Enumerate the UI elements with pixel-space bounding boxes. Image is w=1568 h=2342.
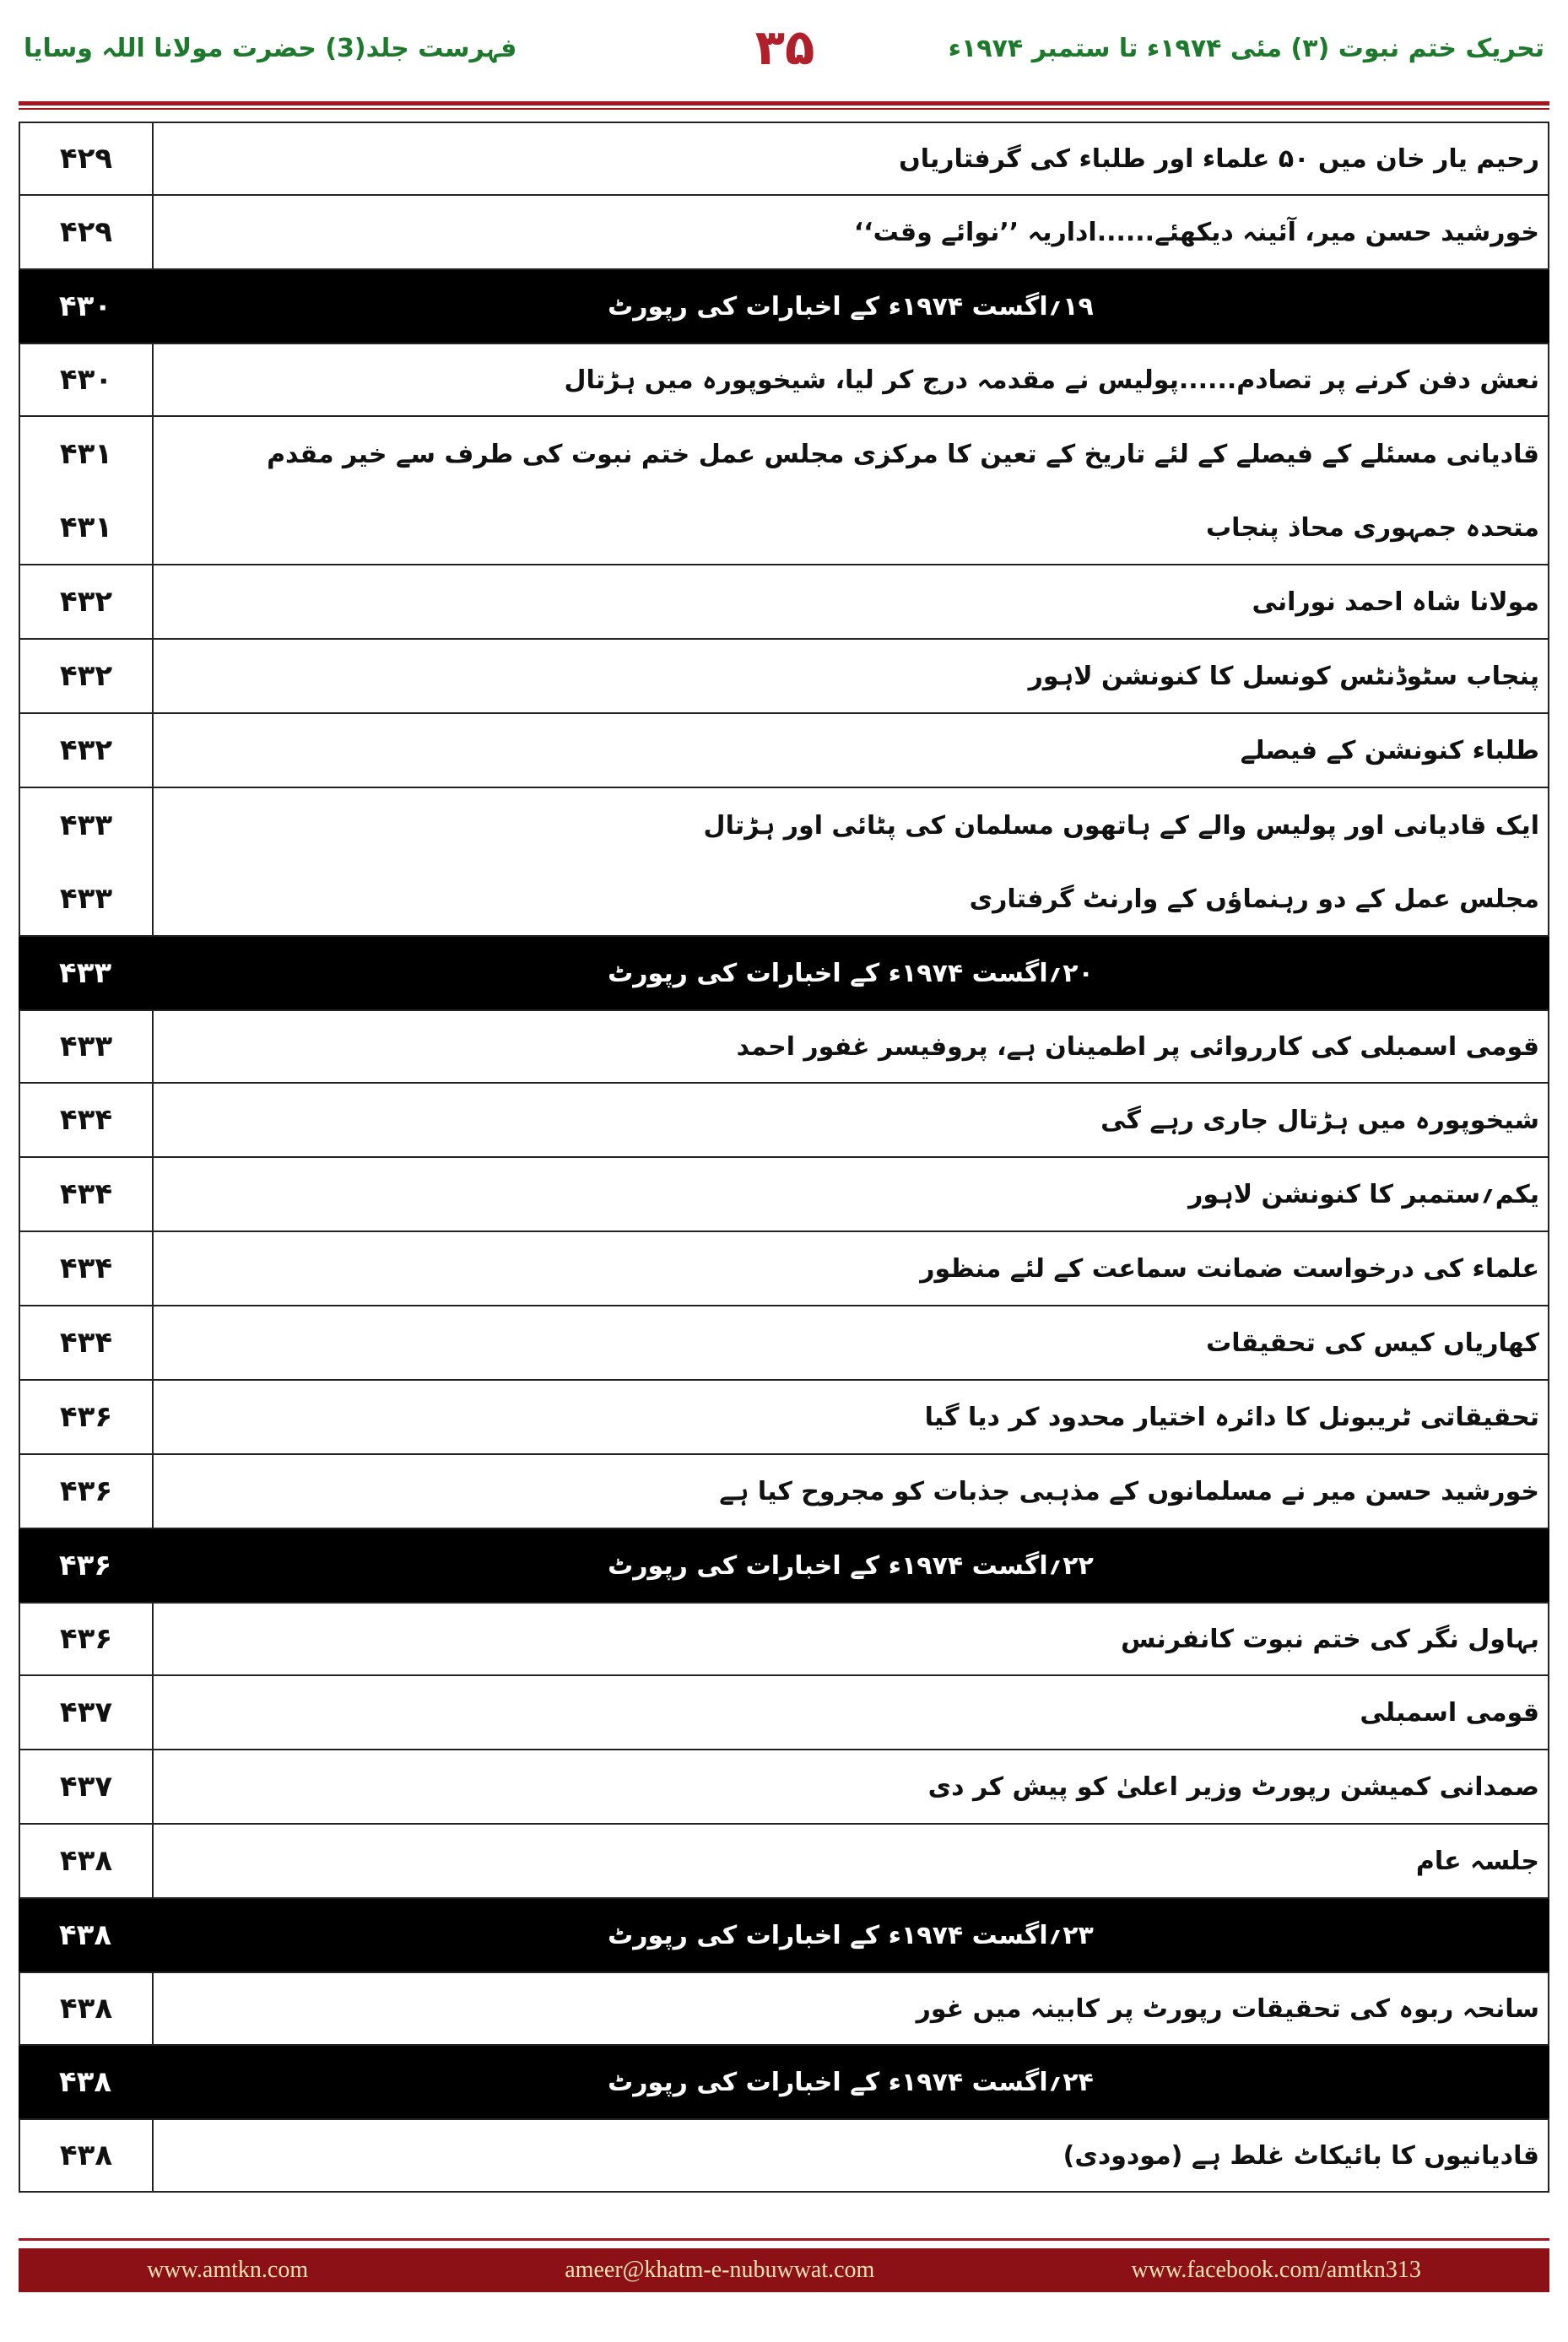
toc-entry-row (19, 343, 1549, 417)
entry-title: جلسہ عام (1415, 1846, 1539, 1876)
toc-entry-row (19, 1602, 1549, 1676)
entry-title: بہاول نگر کی ختم نبوت کانفرنس (1121, 1624, 1539, 1654)
entry-title: کھاریاں کیس کی تحقیقات (1206, 1328, 1539, 1358)
toc-entry-row (19, 417, 1549, 491)
entry-page-number: ۴۲۹ (20, 123, 154, 194)
entry-page-number: ۴۳۲ (20, 640, 154, 712)
entry-page-number: ۴۳۲ (20, 714, 154, 787)
entry-title: خورشید حسن میر نے مسلمانوں کے مذہبی جذبات کو مجروح کیا ہے (719, 1476, 1539, 1506)
entry-title: قومی اسمبلی کی کارروائی پر اطمینان ہے، پروفیسر غفور احمد (736, 1031, 1539, 1062)
entry-page-number: ۴۳۰ (20, 344, 154, 415)
toc-entry-row (19, 491, 1549, 565)
section-header-row (19, 1529, 1549, 1602)
section-title: ۲۴؍اگست ۱۹۷۴ء کے اخبارات کی رپورٹ (608, 2067, 1094, 2097)
toc-entry-row (19, 1158, 1549, 1232)
entry-page-number: ۴۳۴ (20, 1158, 154, 1230)
entry-title: مجلس عمل کے دو رہنماؤں کے وارنٹ گرفتاری (969, 884, 1539, 914)
toc-entry-row (19, 640, 1549, 714)
entry-page-number: ۴۲۹ (20, 196, 154, 268)
entry-title: پنجاب سٹوڈنٹس کونسل کا کنونشن لاہور (1028, 661, 1539, 691)
toc-entry-row (19, 863, 1549, 937)
entry-page-number: ۴۳۴ (20, 1232, 154, 1305)
entry-title: خورشید حسن میر، آئینہ دیکھئے......اداریہ ’’نوائے وقت‘‘ (853, 217, 1539, 247)
entry-title: قادیانیوں کا بائیکاٹ غلط ہے (مودودی) (1062, 2140, 1539, 2171)
footer-email-link[interactable]: ameer@khatm-e-nubuwwat.com (565, 2257, 875, 2283)
footer-facebook-link[interactable]: www.facebook.com/amtkn313 (1131, 2257, 1421, 2283)
footer-rule (19, 2238, 1549, 2241)
toc-entry-row (19, 1676, 1549, 1750)
toc-entry-row (19, 1971, 1549, 2046)
section-page-number: ۴۳۶ (58, 1549, 112, 1582)
entry-title: علماء کی درخواست ضمانت سماعت کے لئے منظور (920, 1253, 1539, 1284)
header-book-title: تحریک ختم نبوت (۳) مئی ۱۹۷۴ء تا ستمبر ۱۹۷۴ء (948, 34, 1544, 63)
toc-entry-row (19, 196, 1549, 270)
entry-title: طلباء کنونشن کے فیصلے (1240, 735, 1539, 765)
section-page-number: ۴۳۰ (58, 289, 112, 323)
entry-page-number: ۴۳۲ (20, 565, 154, 638)
entry-title: مولانا شاہ احمد نورانی (1252, 587, 1539, 617)
entry-title: ایک قادیانی اور پولیس والے کے ہاتھوں مسلمان کی پٹائی اور ہڑتال (703, 810, 1539, 841)
toc-entry-row (19, 122, 1549, 196)
entry-page-number: ۴۳۴ (20, 1306, 154, 1379)
toc-entry-row (19, 1825, 1549, 1899)
entry-title: صمدانی کمیشن رپورٹ وزیر اعلیٰ کو پیش کر دی (927, 1771, 1539, 1802)
entry-page-number: ۴۳۳ (20, 1011, 154, 1082)
footer-website-link[interactable]: www.amtkn.com (147, 2257, 309, 2283)
toc-entry-row (19, 788, 1549, 863)
page-footer (19, 2248, 1549, 2292)
section-page-number: ۴۳۳ (58, 956, 112, 990)
section-title: ۲۰؍اگست ۱۹۷۴ء کے اخبارات کی رپورٹ (608, 958, 1094, 988)
toc-entry-row (19, 1381, 1549, 1455)
entry-page-number: ۴۳۷ (20, 1750, 154, 1823)
toc-entry-row (19, 1455, 1549, 1529)
entry-title: متحدہ جمہوری محاذ پنجاب (1206, 512, 1539, 543)
toc-entry-row (19, 565, 1549, 640)
entry-title: شیخوپورہ میں ہڑتال جاری رہے گی (1100, 1105, 1539, 1135)
entry-title: رحیم یار خان میں ۵۰ علماء اور طلباء کی گرفتاریاں (899, 143, 1539, 174)
entry-page-number: ۴۳۶ (20, 1604, 154, 1674)
header-rule-thin (19, 108, 1549, 110)
section-header-row (19, 937, 1549, 1009)
entry-page-number: ۴۳۸ (20, 1973, 154, 2044)
entry-title: یکم؍ستمبر کا کنونشن لاہور (1188, 1179, 1539, 1209)
toc-entry-row (19, 1232, 1549, 1306)
entry-page-number: ۴۳۳ (20, 863, 154, 935)
entry-page-number: ۴۳۱ (20, 417, 154, 491)
table-of-contents (19, 122, 1549, 2193)
entry-page-number: ۴۳۴ (20, 1084, 154, 1156)
entry-page-number: ۴۳۱ (20, 491, 154, 564)
entry-title: قادیانی مسئلے کے فیصلے کے لئے تاریخ کے تعین کا مرکزی مجلس عمل ختم نبوت کی طرف سے خیر مقدم (267, 439, 1539, 469)
entry-page-number: ۴۳۳ (20, 788, 154, 863)
entry-title: سانحہ ربوہ کی تحقیقات رپورٹ پر کابینہ میں غور (916, 1993, 1539, 2024)
entry-title: تحقیقاتی ٹریبونل کا دائرہ اختیار محدود کر دیا گیا (924, 1402, 1539, 1432)
toc-entry-row (19, 1306, 1549, 1381)
toc-entry-row (19, 1750, 1549, 1825)
page-header (0, 0, 1568, 93)
section-page-number: ۴۳۸ (58, 2065, 112, 2099)
entry-page-number: ۴۳۸ (20, 1825, 154, 1897)
section-header-row (19, 2046, 1549, 2118)
section-title: ۲۳؍اگست ۱۹۷۴ء کے اخبارات کی رپورٹ (608, 1920, 1094, 1950)
entry-page-number: ۴۳۶ (20, 1455, 154, 1528)
page-number: ۳۵ (754, 19, 815, 76)
entry-page-number: ۴۳۷ (20, 1676, 154, 1749)
section-title: ۱۹؍اگست ۱۹۷۴ء کے اخبارات کی رپورٹ (608, 291, 1094, 322)
section-header-row (19, 1899, 1549, 1971)
entry-title: نعش دفن کرنے پر تصادم......پولیس نے مقدمہ درج کر لیا، شیخوپورہ میں ہڑتال (564, 365, 1539, 395)
toc-entry-row (19, 714, 1549, 788)
entry-title: قومی اسمبلی (1360, 1697, 1539, 1728)
toc-entry-row (19, 2118, 1549, 2193)
section-title: ۲۲؍اگست ۱۹۷۴ء کے اخبارات کی رپورٹ (608, 1550, 1094, 1581)
header-rule-thick (19, 101, 1549, 105)
header-volume-title: فہرست جلد(3) حضرت مولانا اللہ وسایا (24, 34, 517, 63)
toc-entry-row (19, 1009, 1549, 1084)
entry-page-number: ۴۳۸ (20, 2120, 154, 2191)
entry-page-number: ۴۳۶ (20, 1381, 154, 1453)
section-header-row (19, 270, 1549, 343)
toc-entry-row (19, 1084, 1549, 1158)
section-page-number: ۴۳۸ (58, 1918, 112, 1952)
